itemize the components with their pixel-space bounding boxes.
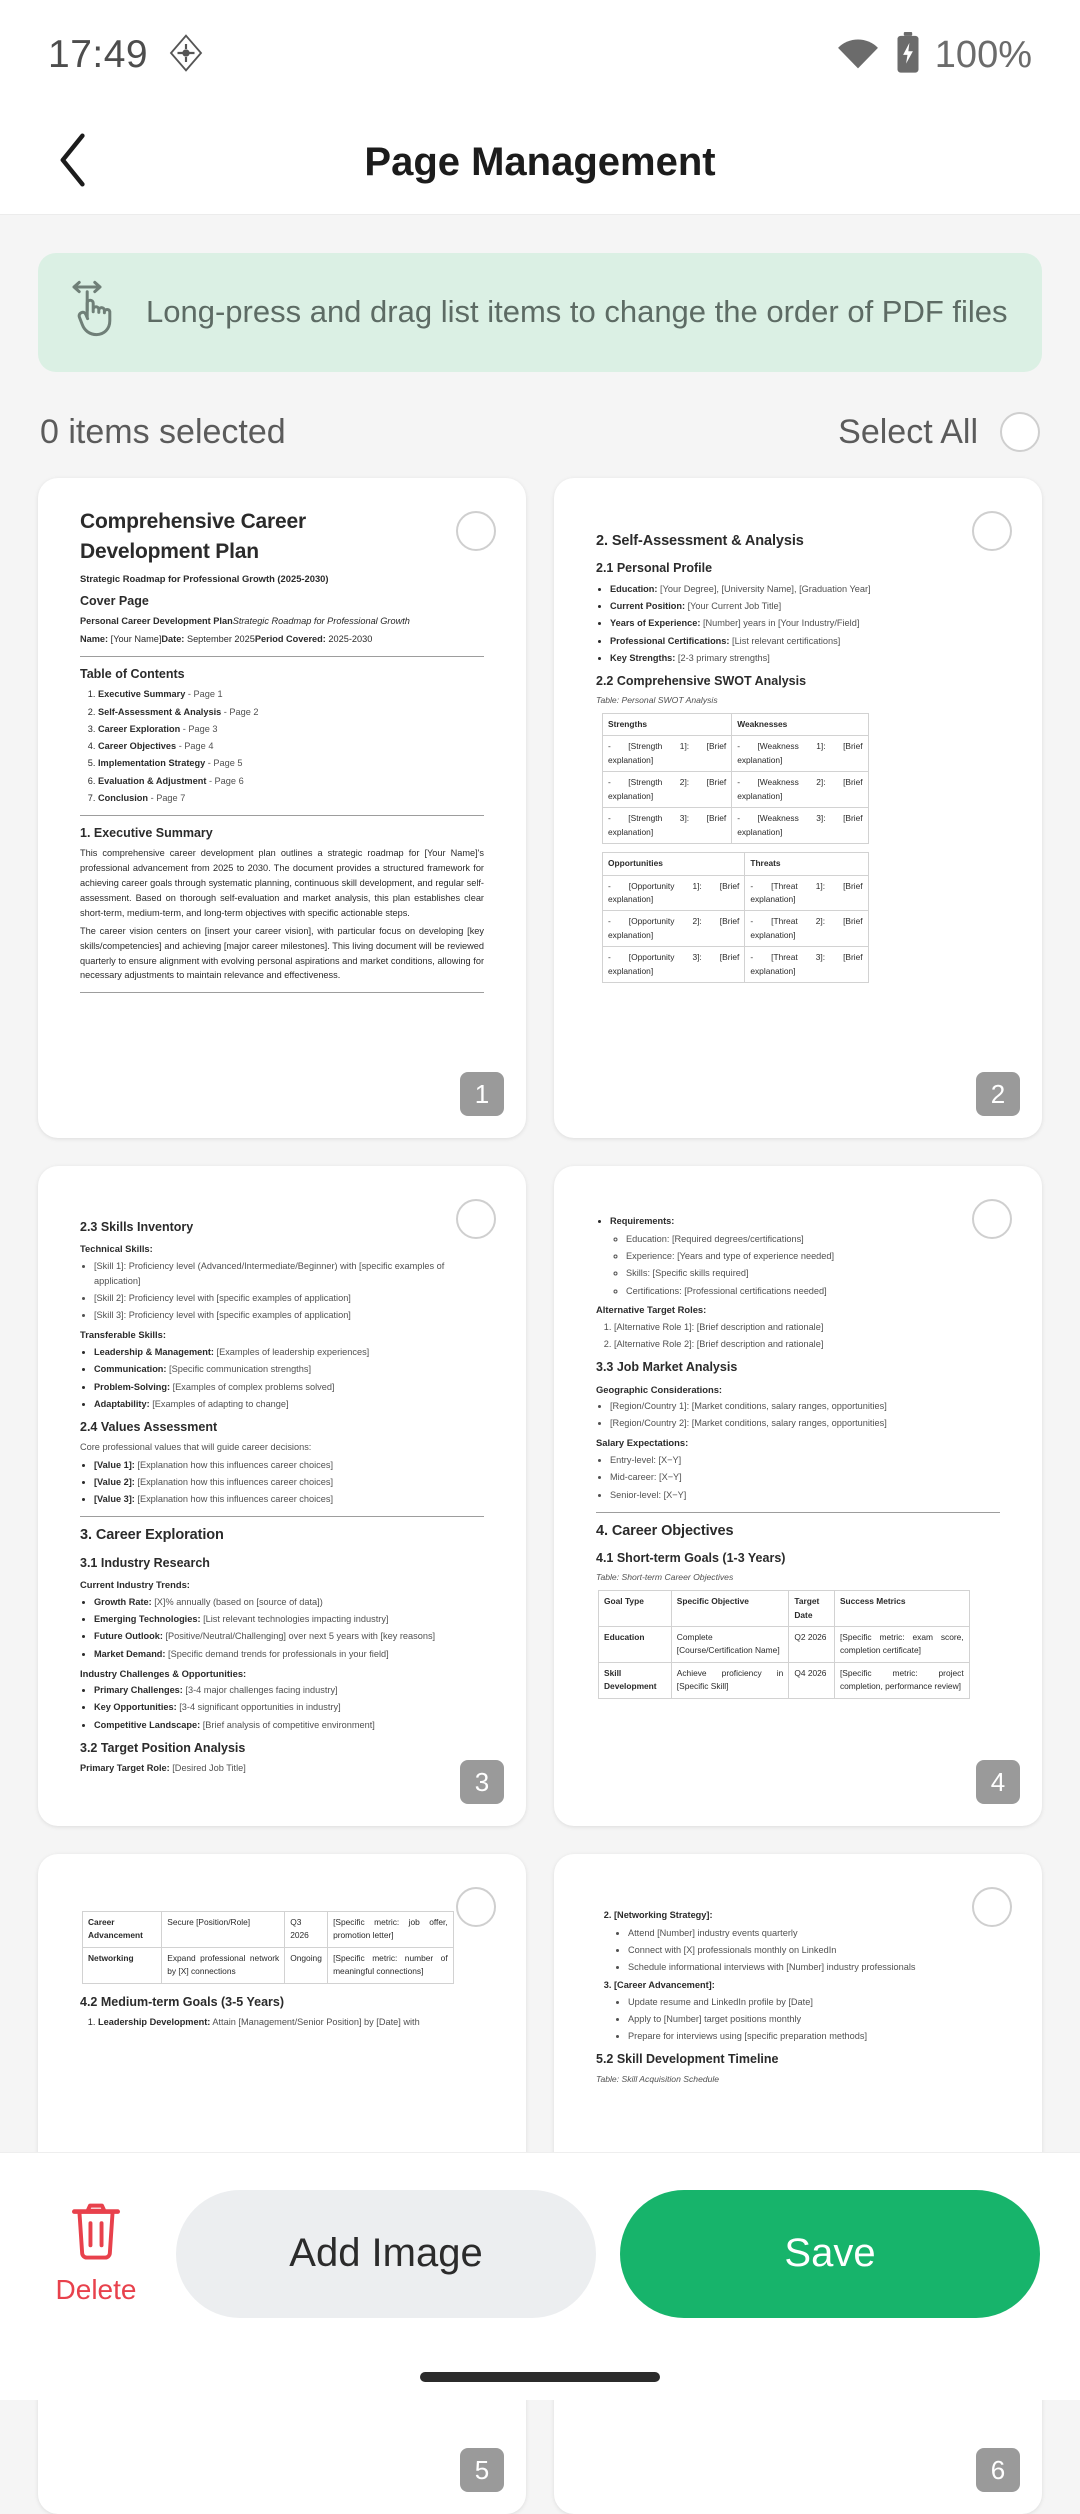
toc-heading: Table of Contents bbox=[80, 666, 185, 681]
back-chevron-icon bbox=[53, 132, 95, 193]
table-row: - [Strength 2]: [Brief explanation] - [Weakness 2]: [Brief explanation] bbox=[603, 772, 869, 808]
implementation-list bbox=[596, 1908, 1000, 1923]
medium-term-goals-table bbox=[82, 1911, 454, 1984]
delete-label: Delete bbox=[55, 2274, 137, 2305]
list-item: • Growth Rate: [X]% annually (based on [source of data]) bbox=[94, 1595, 484, 1610]
column-header: Goal Type bbox=[599, 1591, 672, 1627]
salary-list bbox=[596, 1453, 1000, 1503]
list-item: 3. [Career Advancement]: bbox=[614, 1978, 1000, 1993]
list-item: 1. Leadership Development: Attain [Management/Senior Position] by [Date] with bbox=[98, 2015, 484, 2030]
section-heading: 1. Executive Summary bbox=[80, 825, 213, 840]
list-item: • Problem-Solving: [Examples of complex problems solved] bbox=[94, 1380, 484, 1395]
swot-strengths-weaknesses-table bbox=[602, 713, 869, 844]
table-caption: Table: Skill Acquisition Schedule bbox=[596, 2073, 720, 2084]
list-item: • Communication: [Specific communication strengths] bbox=[94, 1362, 484, 1377]
geographic-label: Geographic Considerations: bbox=[596, 1383, 723, 1395]
salary-label: Salary Expectations: bbox=[596, 1437, 689, 1449]
back-button[interactable] bbox=[24, 112, 124, 212]
toc-item: 2. Self-Assessment & Analysis - Page 2 bbox=[98, 705, 484, 720]
list-item: • Prepare for interviews using [specific preparation methods] bbox=[628, 2029, 1000, 2044]
table-row: - [Opportunity 2]: [Brief explanation] - [Threat 2]: [Brief explanation] bbox=[603, 911, 869, 947]
cover-line-bold: Personal Career Development Plan bbox=[80, 616, 233, 627]
list-item: 2. [Networking Strategy]: bbox=[614, 1908, 1000, 1923]
page-preview-2 bbox=[554, 478, 1042, 1138]
sub-heading: 5.2 Skill Development Timeline bbox=[596, 2052, 779, 2067]
date-value: September 2025 bbox=[186, 634, 255, 645]
list-item: • [Skill 2]: Proficiency level with [specific examples of application] bbox=[94, 1291, 484, 1306]
list-item: • Education: [Your Degree], [University Name], [Graduation Year] bbox=[610, 582, 1000, 597]
page-number-badge: 3 bbox=[460, 1760, 504, 1804]
delete-button[interactable] bbox=[40, 2201, 152, 2306]
status-time: 17:49 bbox=[48, 33, 149, 76]
page-number-badge: 1 bbox=[460, 1072, 504, 1116]
list-item: • Market Demand: [Specific demand trends for professionals in your field] bbox=[94, 1647, 484, 1662]
wifi-icon bbox=[835, 35, 881, 76]
tech-skills-label: Technical Skills: bbox=[80, 1243, 153, 1255]
divider bbox=[80, 815, 484, 816]
page-title: Page Management bbox=[364, 139, 716, 184]
sub-heading: 3.1 Industry Research bbox=[80, 1555, 210, 1570]
drag-hint-banner bbox=[38, 253, 1042, 372]
table-row: Education Complete [Course/Certification Name] Q2 2026 [Specific metric: exam score, completion certificate] bbox=[599, 1627, 970, 1663]
selected-count-label: 0 items selected bbox=[40, 412, 286, 451]
page-card-4[interactable] bbox=[554, 1166, 1042, 1826]
list-item: • Update resume and LinkedIn profile by [Date] bbox=[628, 1995, 1000, 2010]
table-header-row bbox=[603, 853, 869, 875]
divider bbox=[596, 1512, 1000, 1513]
page-number-badge: 6 bbox=[976, 2448, 1020, 2492]
page-preview-1 bbox=[38, 478, 526, 1138]
add-image-button[interactable]: Add Image bbox=[176, 2190, 596, 2318]
toc-item: 3. Career Exploration - Page 3 bbox=[98, 722, 484, 737]
period-label: Period Covered: bbox=[254, 634, 326, 645]
body-paragraph: The career vision centers on [insert your career vision], with particular focus on developing [key skills/competencies] and achieving [major career milestones]. This living document will be reviewed quarterly to ensure alignment with evolving personal aspirations and market conditions, allowing for necessary adjustments to maintain relevance and effectiveness. bbox=[80, 925, 484, 981]
select-all-control[interactable] bbox=[838, 412, 1040, 452]
column-header: Threats bbox=[745, 853, 868, 875]
industry-trends-list bbox=[80, 1595, 484, 1662]
page-card-3[interactable] bbox=[38, 1166, 526, 1826]
app-bar bbox=[0, 110, 1080, 215]
section-heading: 2. Self-Assessment & Analysis bbox=[596, 533, 804, 549]
page-select-radio-6[interactable] bbox=[972, 1887, 1012, 1927]
doc-subtitle: Strategic Roadmap for Professional Growth (2025-2030) bbox=[80, 572, 329, 584]
table-row: Career Advancement Secure [Position/Role] Q3 2026 [Specific metric: job offer, promotion letter] bbox=[83, 1912, 454, 1948]
target-role: Primary Target Role: [Desired Job Title] bbox=[80, 1762, 246, 1773]
networking-strategy-bullets bbox=[596, 1926, 1000, 1976]
name-value: [Your Name] bbox=[110, 634, 162, 645]
table-caption: Table: Short-term Career Objectives bbox=[596, 1572, 734, 1583]
list-item: • Primary Challenges: [3-4 major challenges facing industry] bbox=[94, 1683, 484, 1698]
list-item: • Leadership & Management: [Examples of leadership experiences] bbox=[94, 1345, 484, 1360]
values-intro: Core professional values that will guide career decisions: bbox=[80, 1441, 312, 1452]
industry-challenges-list bbox=[80, 1683, 484, 1733]
doc-title-line1: Comprehensive Career bbox=[80, 510, 306, 533]
short-term-goals-table bbox=[598, 1590, 970, 1699]
date-label: Date: bbox=[161, 634, 185, 645]
trends-label: Current Industry Trends: bbox=[80, 1579, 190, 1591]
sub-heading: 3.3 Job Market Analysis bbox=[596, 1360, 738, 1375]
alternative-roles-list bbox=[596, 1320, 1000, 1352]
battery-charging-icon bbox=[895, 32, 921, 79]
page-number-badge: 4 bbox=[976, 1760, 1020, 1804]
name-label: Name: bbox=[80, 634, 109, 645]
table-row: - [Opportunity 3]: [Brief explanation] - [Threat 3]: [Brief explanation] bbox=[603, 947, 869, 983]
doc-title-line2: Development Plan bbox=[80, 540, 259, 564]
list-item: • [Skill 3]: Proficiency level with [specific examples of application] bbox=[94, 1308, 484, 1323]
cover-line bbox=[80, 614, 484, 629]
swot-opportunities-threats-table bbox=[602, 852, 869, 983]
list-item: • Competitive Landscape: [Brief analysis of competitive environment] bbox=[94, 1718, 484, 1733]
toc-item: 6. Evaluation & Adjustment - Page 6 bbox=[98, 774, 484, 789]
column-header: Success Metrics bbox=[834, 1591, 969, 1627]
selection-bar bbox=[0, 372, 1080, 478]
page-number-badge: 2 bbox=[976, 1072, 1020, 1116]
requirements-label: • Requirements: bbox=[610, 1214, 1000, 1229]
list-item: • Emerging Technologies: [List relevant technologies impacting industry] bbox=[94, 1612, 484, 1627]
sub-heading: 2.1 Personal Profile bbox=[596, 561, 713, 576]
list-item: ◦ Experience: [Years and type of experience needed] bbox=[626, 1249, 1000, 1264]
sub-heading: 2.4 Values Assessment bbox=[80, 1419, 218, 1434]
requirements-list bbox=[596, 1214, 1000, 1229]
toc-item: 1. Executive Summary - Page 1 bbox=[98, 687, 484, 702]
table-row: Networking Expand professional network by [X] connections Ongoing [Specific metric: number of meaningful connections] bbox=[83, 1947, 454, 1983]
section-heading: 4. Career Objectives bbox=[596, 1522, 734, 1539]
column-header: Target Date bbox=[789, 1591, 835, 1627]
select-all-label: Select All bbox=[838, 412, 978, 451]
alt-roles-label: Alternative Target Roles: bbox=[596, 1304, 707, 1316]
list-item: 2. [Alternative Role 2]: [Brief description and rationale] bbox=[614, 1337, 1000, 1352]
select-all-radio[interactable] bbox=[1000, 412, 1040, 452]
page-select-radio-5[interactable] bbox=[456, 1887, 496, 1927]
status-bar-left bbox=[48, 33, 206, 78]
column-header: Opportunities bbox=[603, 853, 745, 875]
list-item: ◦ Education: [Required degrees/certifications] bbox=[626, 1232, 1000, 1247]
page-number-badge: 5 bbox=[460, 2448, 504, 2492]
toc-list bbox=[80, 687, 484, 806]
drag-hint-text: Long-press and drag list items to change the order of PDF files bbox=[146, 294, 1008, 330]
section-heading: 3. Career Exploration bbox=[80, 1527, 224, 1544]
transferable-skills-label: Transferable Skills: bbox=[80, 1329, 166, 1341]
page-select-radio-3[interactable] bbox=[456, 1199, 496, 1239]
column-header: Weaknesses bbox=[732, 714, 868, 736]
trash-icon bbox=[68, 2201, 124, 2266]
list-item: ◦ Certifications: [Professional certifications needed] bbox=[626, 1284, 1000, 1299]
technical-skills-list bbox=[80, 1259, 484, 1323]
cover-line-italic: Strategic Roadmap for Professional Growth bbox=[232, 616, 410, 627]
table-row: - [Strength 1]: [Brief explanation] - [Weakness 1]: [Brief explanation] bbox=[603, 736, 869, 772]
profile-list bbox=[596, 582, 1000, 666]
page-card-1[interactable] bbox=[38, 478, 526, 1138]
table-row: Skill Development Achieve proficiency in [Specific Skill] Q4 2026 [Specific metric: project completion, performance review] bbox=[599, 1662, 970, 1698]
table-caption: Table: Personal SWOT Analysis bbox=[596, 695, 718, 706]
page-select-radio-1[interactable] bbox=[456, 511, 496, 551]
toc-item: 4. Career Objectives - Page 4 bbox=[98, 739, 484, 754]
list-item: • Connect with [X] professionals monthly on LinkedIn bbox=[628, 1943, 1000, 1958]
status-bar bbox=[0, 0, 1080, 110]
bottom-action-bar bbox=[0, 2152, 1080, 2400]
divider bbox=[80, 992, 484, 993]
toc-item: 5. Implementation Strategy - Page 5 bbox=[98, 756, 484, 771]
battery-percentage: 100% bbox=[934, 33, 1032, 76]
medium-term-goals-list bbox=[80, 2015, 484, 2030]
diamond-app-icon bbox=[166, 33, 206, 78]
list-item: • Apply to [Number] target positions monthly bbox=[628, 2012, 1000, 2027]
geographic-list bbox=[596, 1399, 1000, 1431]
list-item: • Years of Experience: [Number] years in [Your Industry/Field] bbox=[610, 616, 1000, 631]
implementation-list bbox=[596, 1978, 1000, 1993]
divider bbox=[80, 656, 484, 657]
table-header-row bbox=[603, 714, 869, 736]
challenges-label: Industry Challenges & Opportunities: bbox=[80, 1667, 247, 1679]
list-item: • [Region/Country 2]: [Market conditions, salary ranges, opportunities] bbox=[610, 1416, 1000, 1431]
list-item: • Entry-level: [X−Y] bbox=[610, 1453, 1000, 1468]
status-bar-right bbox=[835, 32, 1032, 79]
list-item: • Adaptability: [Examples of adapting to change] bbox=[94, 1397, 484, 1412]
column-header: Strengths bbox=[603, 714, 732, 736]
sub-heading: 3.2 Target Position Analysis bbox=[80, 1740, 246, 1755]
list-item: • [Value 3]: [Explanation how this influences career choices] bbox=[94, 1492, 484, 1507]
sub-heading: 2.2 Comprehensive SWOT Analysis bbox=[596, 673, 807, 688]
list-item: • Current Position: [Your Current Job Title] bbox=[610, 599, 1000, 614]
column-header: Specific Objective bbox=[671, 1591, 789, 1627]
requirements-sublist bbox=[596, 1232, 1000, 1299]
save-button[interactable]: Save bbox=[620, 2190, 1040, 2318]
cover-heading: Cover Page bbox=[80, 593, 149, 608]
divider bbox=[80, 1516, 484, 1517]
sub-heading: 4.1 Short-term Goals (1-3 Years) bbox=[596, 1551, 786, 1565]
sub-heading: 4.2 Medium-term Goals (3-5 Years) bbox=[80, 1994, 285, 2009]
list-item: • Key Opportunities: [3-4 significant opportunities in industry] bbox=[94, 1700, 484, 1715]
list-item: • [Region/Country 1]: [Market conditions, salary ranges, opportunities] bbox=[610, 1399, 1000, 1414]
sub-heading: 2.3 Skills Inventory bbox=[80, 1220, 194, 1234]
list-item: 1. [Alternative Role 1]: [Brief description and rationale] bbox=[614, 1320, 1000, 1335]
table-row: - [Strength 3]: [Brief explanation] - [Weakness 3]: [Brief explanation] bbox=[603, 808, 869, 844]
table-header-row bbox=[599, 1591, 970, 1627]
page-select-radio-2[interactable] bbox=[972, 511, 1012, 551]
list-item: • Senior-level: [X−Y] bbox=[610, 1488, 1000, 1503]
toc-item: 7. Conclusion - Page 7 bbox=[98, 791, 484, 806]
list-item: • Future Outlook: [Positive/Neutral/Challenging] over next 5 years with [key reasons] bbox=[94, 1629, 484, 1644]
page-preview-4 bbox=[554, 1166, 1042, 1826]
list-item: • Schedule informational interviews with [Number] industry professionals bbox=[628, 1960, 1000, 1975]
page-preview-3 bbox=[38, 1166, 526, 1826]
list-item: ◦ Skills: [Specific skills required] bbox=[626, 1266, 1000, 1281]
body-paragraph: This comprehensive career development plan outlines a strategic roadmap for [Your Name]'s professional advancement from 2025 to 2030. The document provides a structured framework for achieving career goals through systematic planning, continuous skill development, and regular self-assessment. Based on thorough self-evaluation and market analysis, this plan establishes clear short-term, medium-term, and long-term objectives with specific actionable steps. bbox=[80, 848, 484, 918]
values-list bbox=[80, 1458, 484, 1508]
drag-hand-icon bbox=[68, 279, 120, 346]
table-row: - [Opportunity 1]: [Brief explanation] - [Threat 1]: [Brief explanation] bbox=[603, 875, 869, 911]
list-item: • Attend [Number] industry events quarterly bbox=[628, 1926, 1000, 1941]
cover-meta bbox=[80, 632, 484, 647]
list-item: • Professional Certifications: [List relevant certifications] bbox=[610, 634, 1000, 649]
list-item: • [Value 2]: [Explanation how this influences career choices] bbox=[94, 1475, 484, 1490]
list-item: • Key Strengths: [2-3 primary strengths] bbox=[610, 651, 1000, 666]
page-select-radio-4[interactable] bbox=[972, 1199, 1012, 1239]
career-advancement-bullets bbox=[596, 1995, 1000, 2045]
list-item: • [Value 1]: [Explanation how this influences career choices] bbox=[94, 1458, 484, 1473]
list-item: • Mid-career: [X−Y] bbox=[610, 1470, 1000, 1485]
list-item: • [Skill 1]: Proficiency level (Advanced/Intermediate/Beginner) with [specific examples of application] bbox=[94, 1259, 484, 1289]
home-indicator bbox=[420, 2372, 660, 2382]
period-value: 2025-2030 bbox=[328, 634, 373, 645]
transferable-skills-list bbox=[80, 1345, 484, 1412]
page-card-2[interactable] bbox=[554, 478, 1042, 1138]
